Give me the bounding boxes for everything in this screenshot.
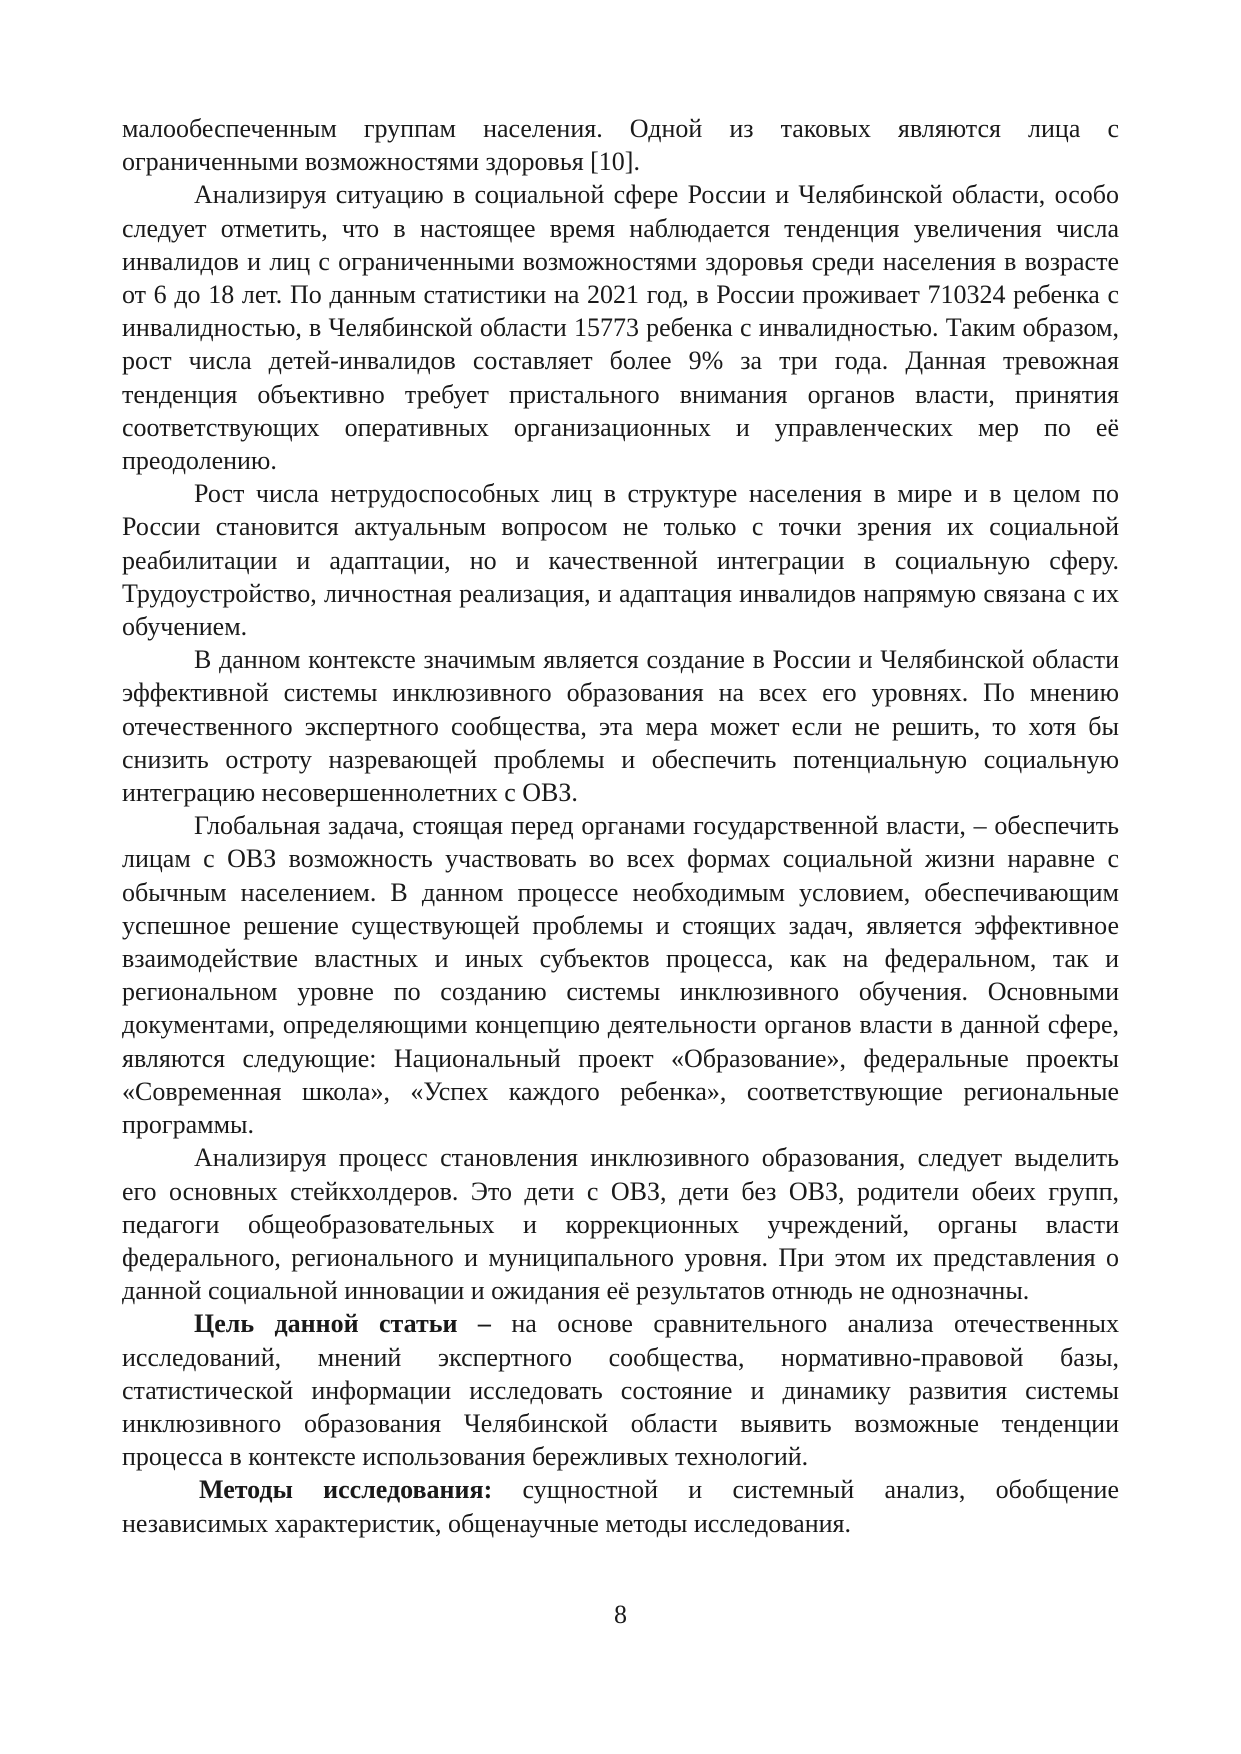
- article-goal-text: на основе сравнительного анализа отечественных исследований, мнений экспертного сообщества, нормативно-правовой базы, статистической информации исследовать состояние и динамику развития системы инклюзивного образования Челябинской области выявить возможные тенденции процесса в контексте использования бережливых технологий.: [122, 1309, 1120, 1472]
- paragraph-article-goal: [122, 1307, 1119, 1473]
- paragraph-disabled-population-growth: Рост числа нетрудоспособных лиц в структуре населения в мире и в целом по России становится актуальным вопросом не только с точки зрения их социальной реабилитации и адаптации, но и качественной интеграции в социальную сферу. Трудоустройство, личностная реализация, и адаптация инвалидов напрямую связана с их обучением.: [122, 479, 1119, 642]
- document-body: [122, 112, 1119, 1540]
- paragraph-research-methods: [122, 1473, 1119, 1539]
- paragraph-global-task: Глобальная задача, стоящая перед органами государственной власти, – обеспечить лицам с ОВЗ возможность участвовать во всех формах социальной жизни наравне с обычным населением. В данном процессе необходимым условием, обеспечивающим успешное решение существующей проблемы и стоящих задач, является эффективное взаимодействие властных и иных субъектов процесса, как на федеральном, так и региональном уровне по созданию системы инклюзивного обучения. Основными документами, определяющими концепцию деятельности органов власти в данной сфере, являются следующие: Национальный проект «Образование», федеральные проекты «Современная школа», «Успех каждого ребенка», соответствующие региональные программы.: [122, 811, 1119, 1140]
- paragraph-continuation: малообеспеченным группам населения. Одной из таковых являются лица с ограниченными возможностями здоровья [10].: [122, 114, 1119, 177]
- research-methods-heading: Методы исследования:: [199, 1475, 493, 1505]
- paragraph-inclusive-education-system: В данном контексте значимым является создание в России и Челябинской области эффективной системы инклюзивного образования на всех его уровнях. По мнению отечественного экспертного сообщества, эта мера может если не решить, то хотя бы снизить остроту назревающей проблемы и обеспечить потенциальную социальную интеграцию несовершеннолетних с ОВЗ.: [122, 645, 1119, 808]
- article-goal-heading: Цель данной статьи –: [194, 1309, 491, 1339]
- research-methods-text: сущностной и системный анализ, обобщение независимых характеристик, общенаучные методы исследования.: [122, 1475, 1119, 1538]
- page-number: 8: [614, 1600, 627, 1629]
- paragraph-stakeholders: Анализируя процесс становления инклюзивного образования, следует выделить его основных стейкхолдеров. Это дети с ОВЗ, дети без ОВЗ, родители обеих групп, педагоги общеобразовательных и коррекционных учреждений, органы власти федерального, регионального и муниципального уровня. При этом их представления о данной социальной инновации и ожидания её результатов отнюдь не однозначны.: [122, 1143, 1119, 1306]
- paragraph-social-situation: Анализируя ситуацию в социальной сфере России и Челябинской области, особо следует отметить, что в настоящее время наблюдается тенденция увеличения числа инвалидов и лиц с ограниченными возможностями здоровья среди населения в возрасте от 6 до 18 лет. По данным статистики на 2021 год, в России проживает 710324 ребенка с инвалидностью, в Челябинской области 15773 ребенка с инвалидностью. Таким образом, рост числа детей-инвалидов составляет более 9% за три года. Данная тревожная тенденция объективно требует пристального внимания органов власти, принятия соответствующих оперативных организационных и управленческих мер по её преодолению.: [122, 180, 1119, 476]
